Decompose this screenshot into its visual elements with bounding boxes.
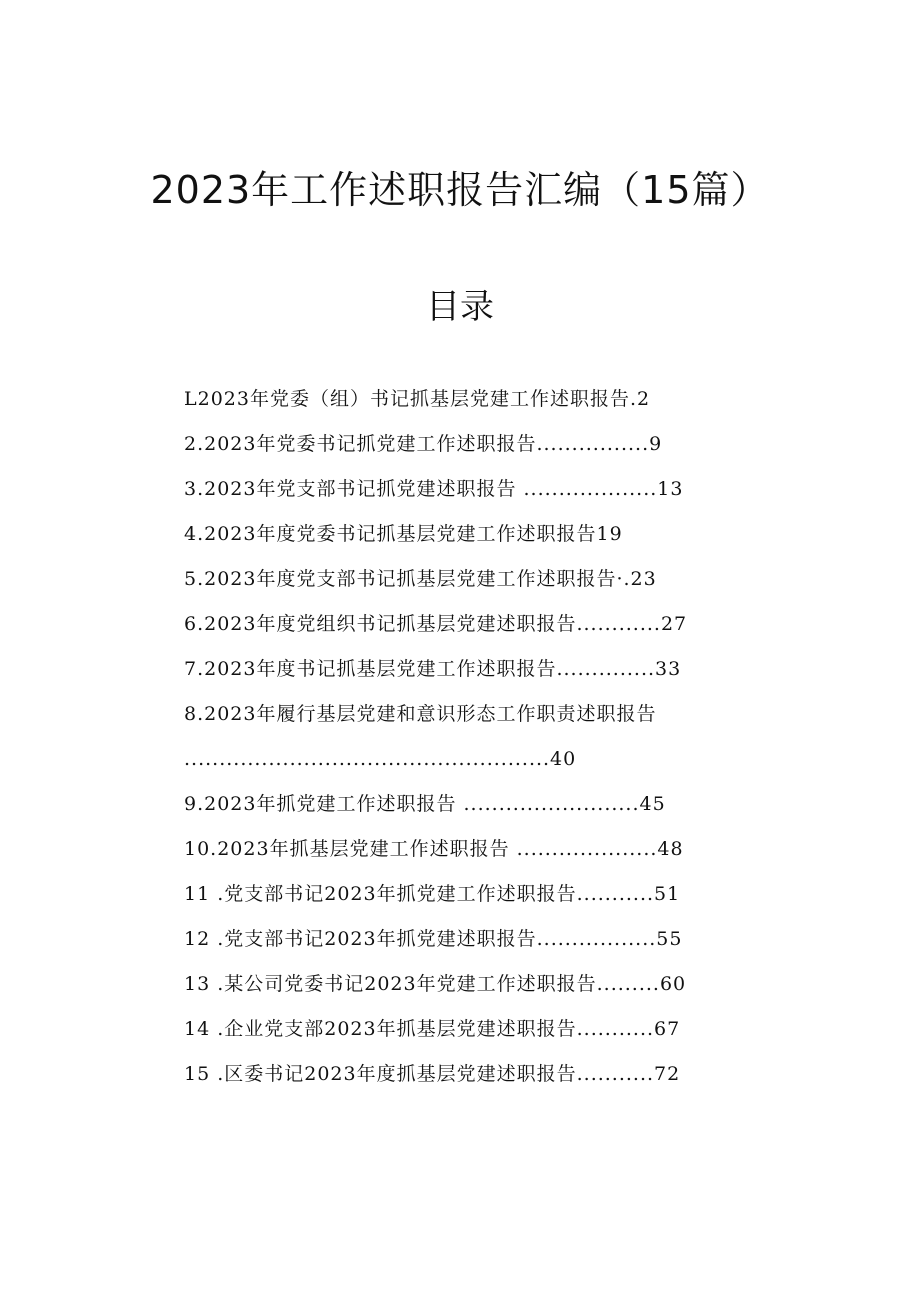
toc-entry-text: 9.2023年抓党建工作述职报告 .........................45 (184, 793, 666, 815)
toc-entry-1[interactable] (184, 377, 784, 422)
toc-entry-10[interactable] (184, 827, 784, 872)
toc-entry-text: 15 .区委书记2023年度抓基层党建述职报告...........72 (184, 1063, 681, 1085)
toc-entry-text: 11 .党支部书记2023年抓党建工作述职报告...........51 (184, 883, 681, 905)
toc-entry-6[interactable] (184, 602, 784, 647)
toc-entry-text: 8.2023年履行基层党建和意识形态工作职责述职报告 (184, 703, 657, 725)
toc-entry-15[interactable] (184, 1052, 784, 1097)
toc-entry-3[interactable] (184, 467, 784, 512)
toc-entry-8-leader[interactable] (184, 737, 784, 782)
toc-entry-text: L2023年党委（组）书记抓基层党建工作述职报告.2 (184, 388, 651, 410)
toc-entry-14[interactable] (184, 1007, 784, 1052)
toc-entry-13[interactable] (184, 962, 784, 1007)
toc-entry-11[interactable] (184, 872, 784, 917)
toc-entry-text: 12 .党支部书记2023年抓党建述职报告.................55 (184, 928, 683, 950)
toc-entry-2[interactable] (184, 422, 784, 467)
toc-entry-text: ....................................................40 (184, 748, 577, 770)
toc-entry-7[interactable] (184, 647, 784, 692)
toc-entry-text: 14 .企业党支部2023年抓基层党建述职报告...........67 (184, 1018, 681, 1040)
toc-entry-text: 7.2023年度书记抓基层党建工作述职报告..............33 (184, 658, 682, 680)
toc-entry-text: 6.2023年度党组织书记抓基层党建述职报告............27 (184, 613, 688, 635)
toc-entry-text: 4.2023年度党委书记抓基层党建工作述职报告19 (184, 523, 623, 545)
toc-entry-12[interactable] (184, 917, 784, 962)
toc-entry-text: 5.2023年度党支部书记抓基层党建工作述职报告·.23 (184, 568, 657, 590)
toc-entry-text: 3.2023年党支部书记抓党建述职报告 ...................13 (184, 478, 684, 500)
toc-entry-text: 10.2023年抓基层党建工作述职报告 ....................48 (184, 838, 684, 860)
toc-heading: 目录 (426, 287, 494, 327)
toc-entry-text: 2.2023年党委书记抓党建工作述职报告................9 (184, 433, 663, 455)
toc-entry-8[interactable] (184, 692, 784, 737)
toc-entry-text: 13 .某公司党委书记2023年党建工作述职报告.........60 (184, 973, 687, 995)
document-title: 2023年工作述职报告汇编（15篇） (150, 168, 770, 212)
toc-entry-4[interactable] (184, 512, 784, 557)
table-of-contents (184, 377, 784, 1097)
toc-entry-9[interactable] (184, 782, 784, 827)
toc-entry-5[interactable] (184, 557, 784, 602)
